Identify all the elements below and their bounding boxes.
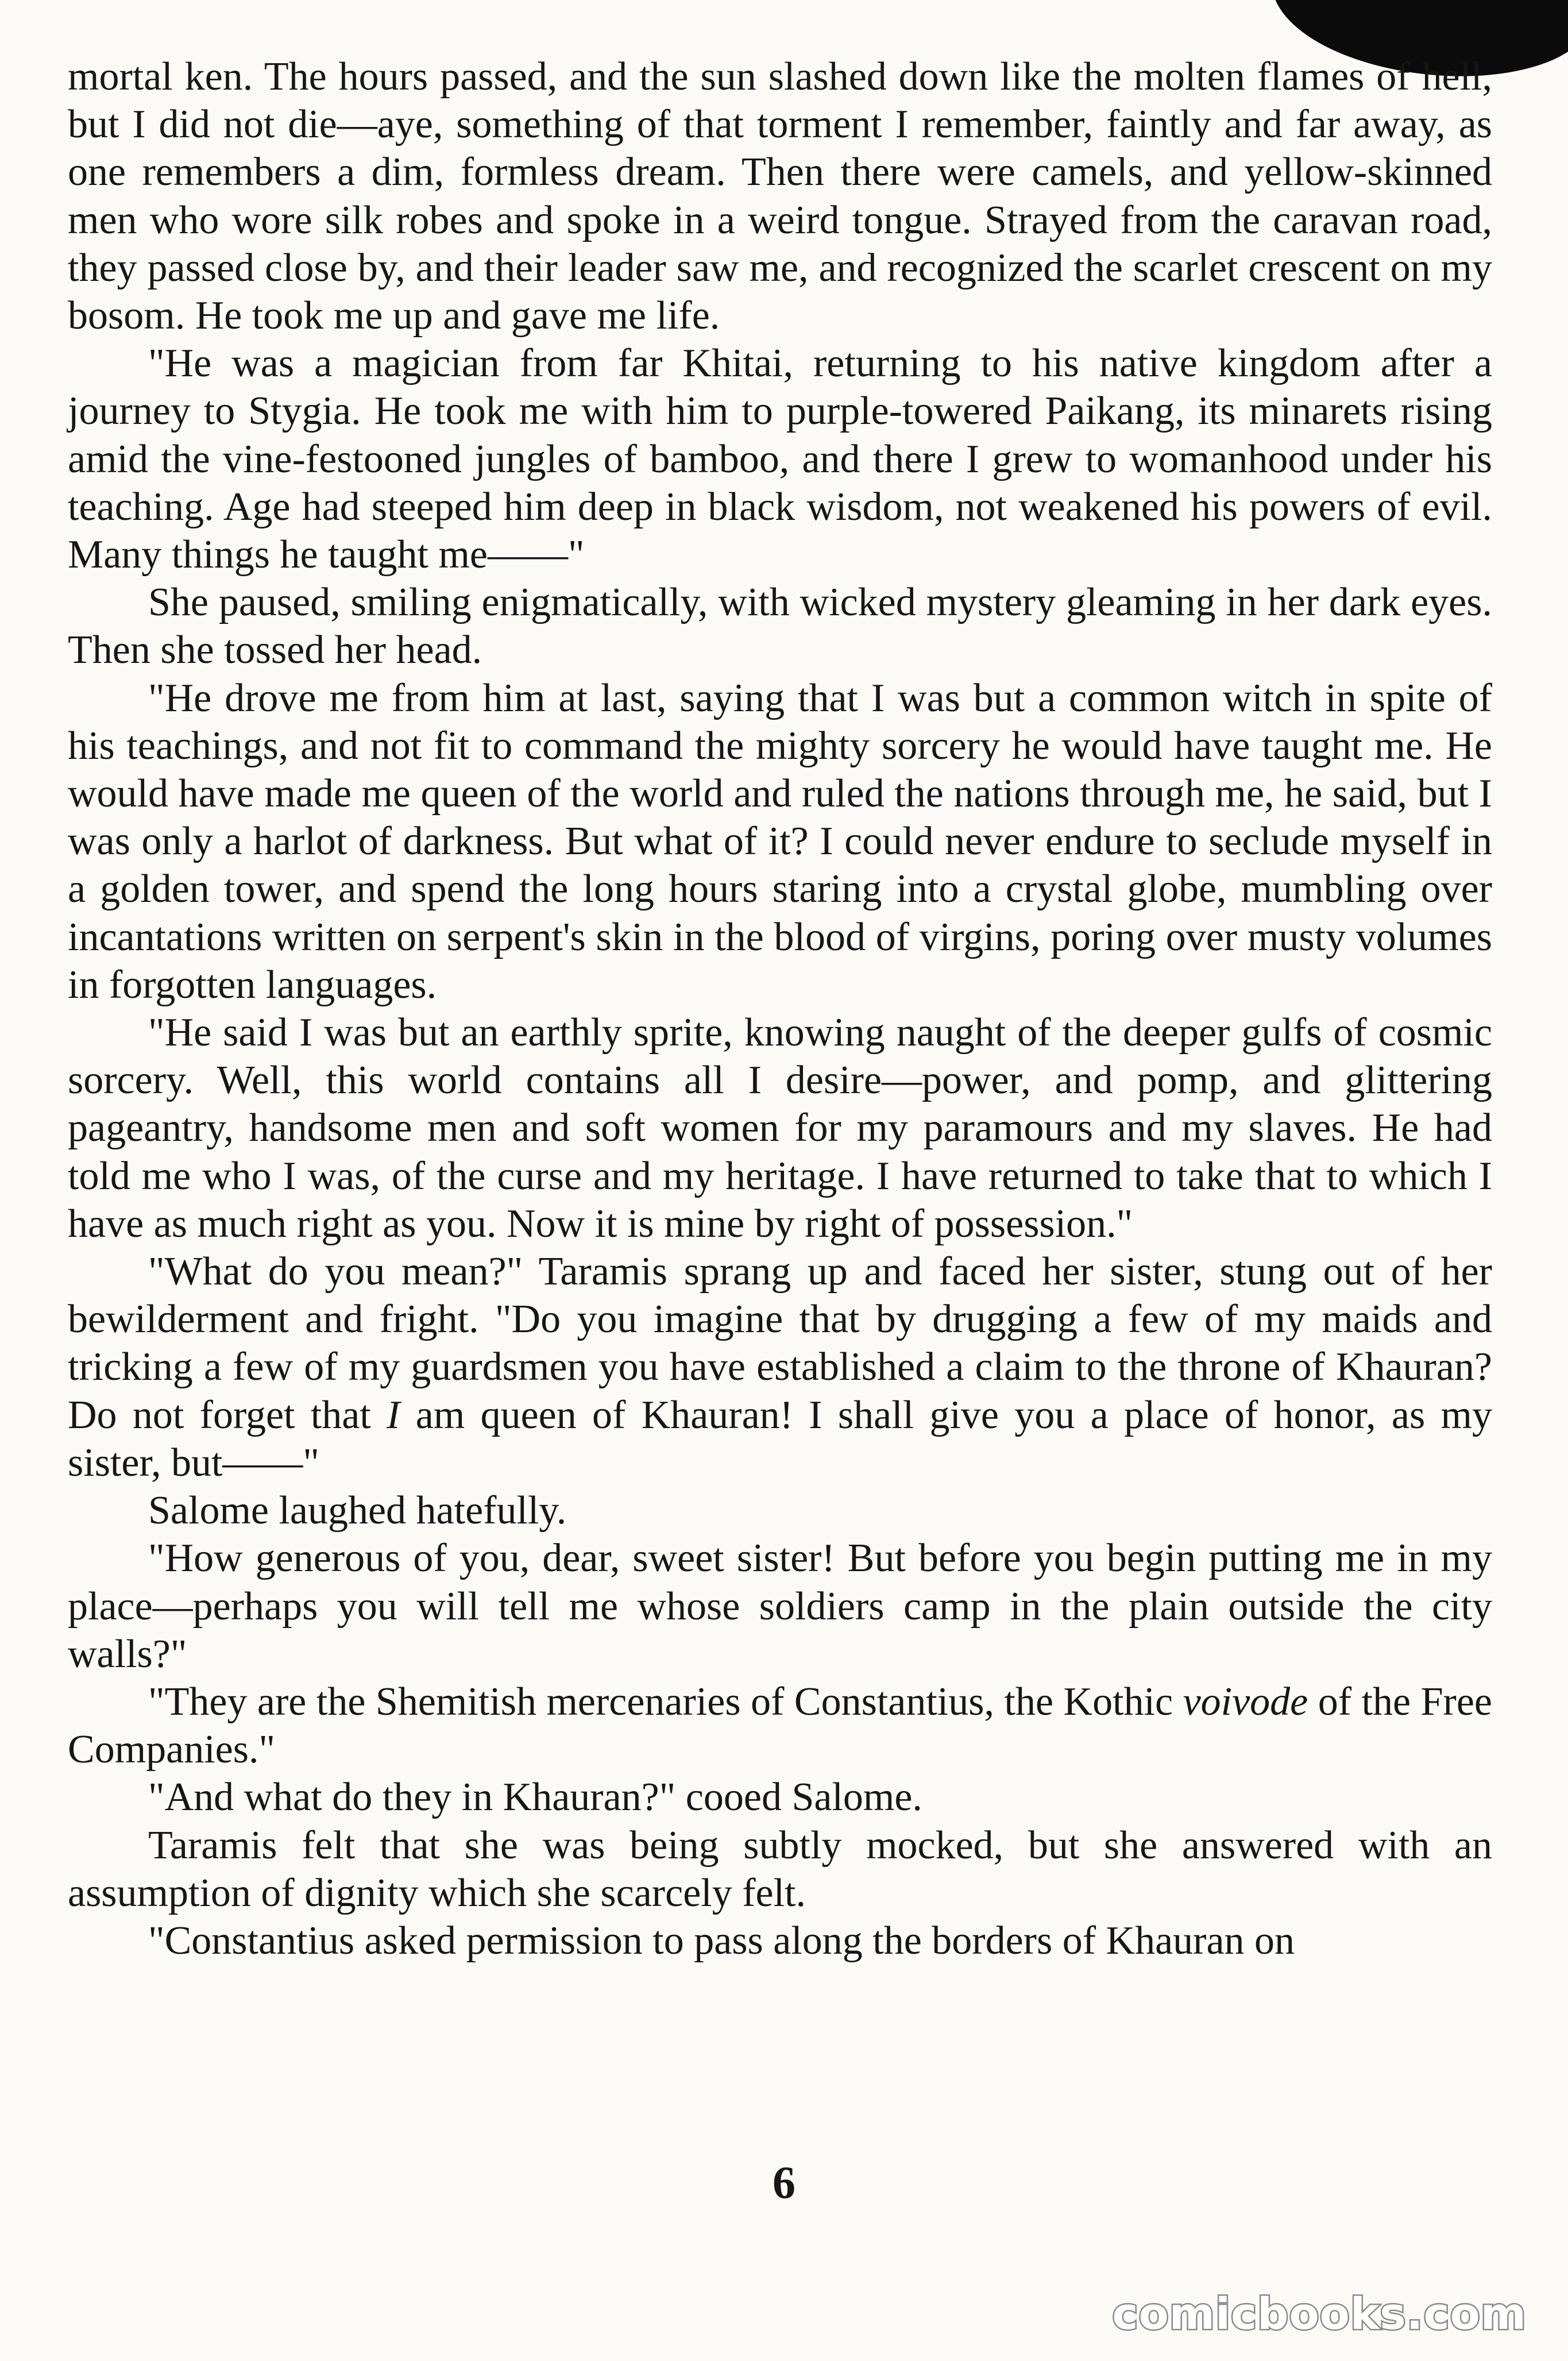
paragraph: "He was a magician from far Khitai, returning to his native kingdom after a journey to Stygia. He took me with him to purple-towered Paikang, its minarets rising amid the vine-festooned jungles of bamboo, and there I grew to womanhood under his teaching. Age had steeped him deep in black wisdom, not weakened his powers of evil. Many things he taught me——" [68, 341, 1492, 577]
paragraph: "And what do they in Khauran?" cooed Salome. [148, 1775, 922, 1820]
paragraph: Salome laughed hatefully. [148, 1488, 567, 1533]
page-body-text [68, 53, 1492, 1965]
paragraph [68, 1678, 1492, 1773]
paragraph: Taramis felt that she was being subtly mocked, but she answered with an assumption of dignity which she scarcely felt. [68, 1823, 1492, 1915]
paragraph: "He said I was but an earthly sprite, knowing naught of the deeper gulfs of cosmic sorcery. Well, this world contains all I desire—power, and pomp, and glittering pageantry, handsome men and soft women for my paramours and my slaves. He had told me who I was, of the curse and my heritage. I have returned to take that to which I have as much right as you. Now it is mine by right of possession." [68, 1010, 1492, 1246]
paragraph: mortal ken. The hours passed, and the sun slashed down like the molten flames of hell, but I did not die—aye, something of that torment I remember, faintly and far away, as one remembers a dim, formless dream. Then there were camels, and yellow-skinned men who wore silk robes and spoke in a weird tongue. Strayed from the caravan road, they passed close by, and their leader saw me, and recognized the scarlet crescent on my bosom. He took me up and gave me life. [68, 55, 1492, 338]
paragraph: "Constantius asked permission to pass along the borders of Khauran on [148, 1918, 1295, 1963]
paragraph-text: "What do you mean?" Taramis sprang up and faced her sister, stung out of her bewilderment and fright. "Do you imagine that by drugging a few of my maids and tricking a few of my guardsmen you have established a claim to the throne of Khauran? Do not forget that [68, 1249, 1492, 1437]
watermark: comicbooks.com [1112, 2288, 1527, 2339]
paragraph [68, 1248, 1492, 1487]
paragraph-text: "They are the Shemitish mercenaries of Constantius, the Kothic [148, 1679, 1183, 1724]
paragraph: "How generous of you, dear, sweet sister! But before you begin putting me in my place—perhaps you will tell me whose soldiers camp in the plain outside the city walls?" [68, 1536, 1492, 1676]
emphasis: I [387, 1392, 400, 1437]
emphasis: voivode [1183, 1679, 1308, 1724]
page-number: 6 [773, 2158, 795, 2208]
paragraph-text: am queen of Khauran! I shall give you a place of honor, as my sister, but——" [68, 1392, 1493, 1485]
paragraph: "He drove me from him at last, saying that I was but a common witch in spite of his teachings, and not fit to command the mighty sorcery he would have taught me. He would have made me queen of the world and ruled the nations through me, he said, but I was only a harlot of darkness. But what of it? I could never endure to seclude myself in a golden tower, and spend the long hours staring into a crystal globe, mumbling over incantations written on serpent's skin in the blood of virgins, poring over musty volumes in forgotten languages. [68, 676, 1492, 1007]
paragraph: She paused, smiling enigmatically, with wicked mystery gleaming in her dark eyes. Then she tossed her head. [68, 580, 1492, 673]
paragraph-text: of the Free Companies." [68, 1679, 1492, 1772]
